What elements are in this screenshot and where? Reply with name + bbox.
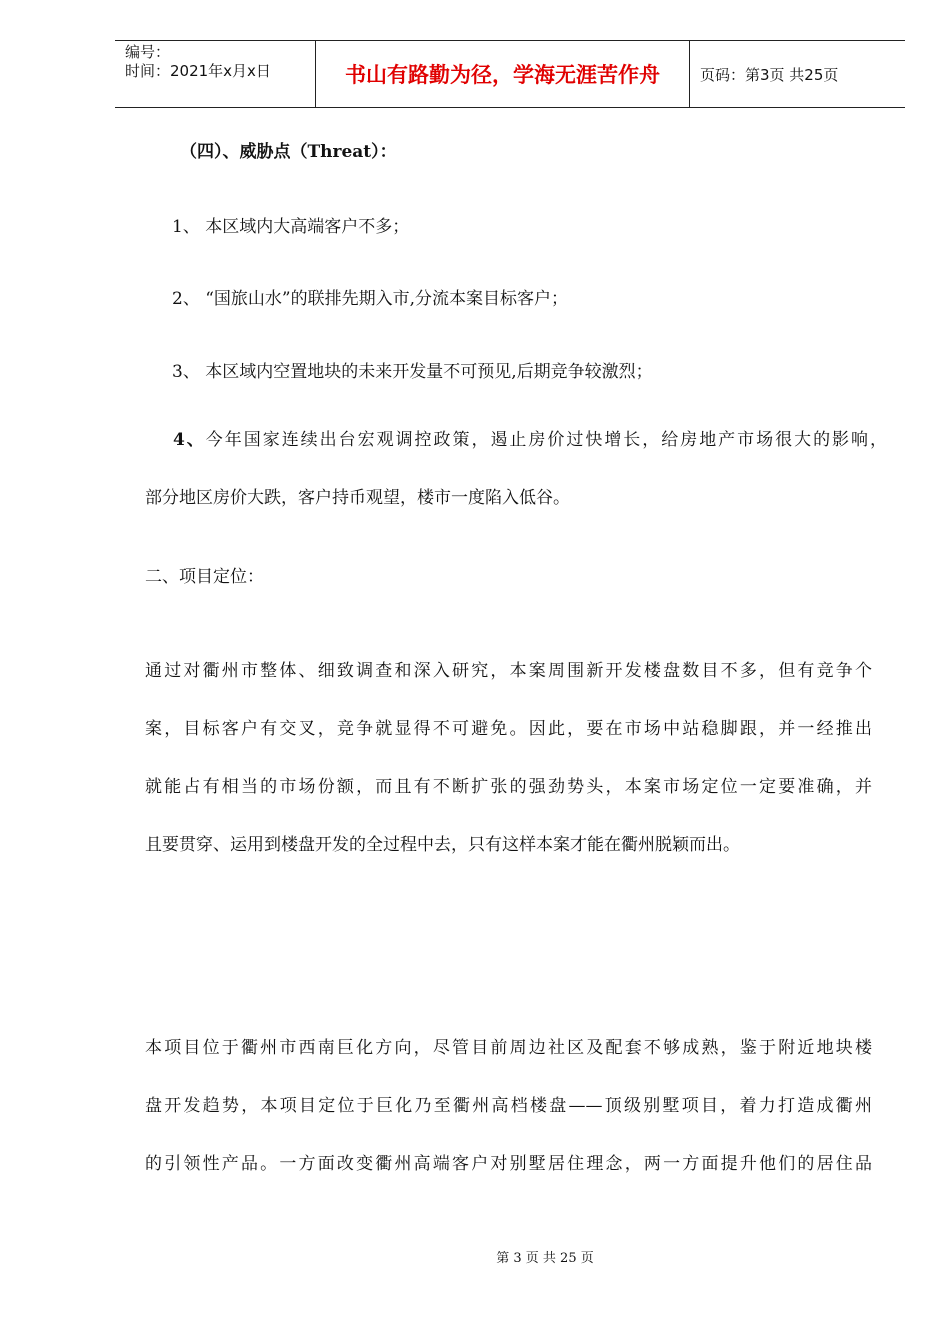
paragraph-line: 盘开发趋势，本项目定位于巨化乃至衢州高档楼盘——顶级别墅项目，着力打造成衢州 xyxy=(145,1096,872,1116)
paragraph-line: 的引领性产品。一方面改变衢州高端客户对别墅居住理念，两一方面提升他们的居住品 xyxy=(145,1154,872,1174)
page-header xyxy=(115,40,905,108)
threat-item-4-line-2: 部分地区房价大跌，客户持币观望，楼市一度陷入低谷。 xyxy=(145,488,570,508)
header-meta xyxy=(115,41,316,107)
positioning-paragraph-2 xyxy=(145,1019,872,1193)
paragraph-line: 通过对衢州市整体、细致调查和深入研究，本案周围新开发楼盘数目不多，但有竞争个 xyxy=(145,661,872,681)
threat-item-2: 2、 “国旅山水”的联排先期入市,分流本案目标客户； xyxy=(172,289,569,309)
threat-item-1: 1、 本区域内大高端客户不多； xyxy=(172,217,410,237)
document-number: 编号： xyxy=(125,43,171,61)
section-threat-title: （四）、威胁点（Threat）： xyxy=(180,142,397,162)
section-positioning-title: 二、项目定位： xyxy=(145,567,264,587)
header-motto: 书山有路勤为径，学海无涯苦作舟 xyxy=(316,41,690,107)
header-page-number: 页码：第3页 共25页 xyxy=(700,65,839,84)
threat-item-4 xyxy=(145,411,887,527)
paragraph-line: 就能占有相当的市场份额，而且有不断扩张的强劲势头，本案市场定位一定要准确，并 xyxy=(145,777,872,797)
document-time: 时间：2021年x月x日 xyxy=(125,62,271,80)
paragraph-line: 案，目标客户有交叉，竞争就显得不可避免。因此，要在市场中站稳脚跟，并一经推出 xyxy=(145,719,872,739)
threat-item-3: 3、 本区域内空置地块的未来开发量不可预见,后期竞争较激烈； xyxy=(172,362,653,382)
paragraph-line: 且要贯穿、运用到楼盘开发的全过程中去，只有这样本案才能在衢州脱颖而出。 xyxy=(145,835,740,855)
threat-item-4-number: 4、 xyxy=(173,430,206,450)
positioning-paragraph-1 xyxy=(145,642,872,874)
threat-item-4-line-1 xyxy=(145,411,887,469)
page-footer: 第 3 页 共 25 页 xyxy=(496,1251,594,1266)
paragraph-line: 本项目位于衢州市西南巨化方向，尽管目前周边社区及配套不够成熟，鉴于附近地块楼 xyxy=(145,1038,872,1058)
threat-item-4-text: 今年国家连续出台宏观调控政策，遏止房价过快增长，给房地产市场很大的影响， xyxy=(205,430,887,450)
